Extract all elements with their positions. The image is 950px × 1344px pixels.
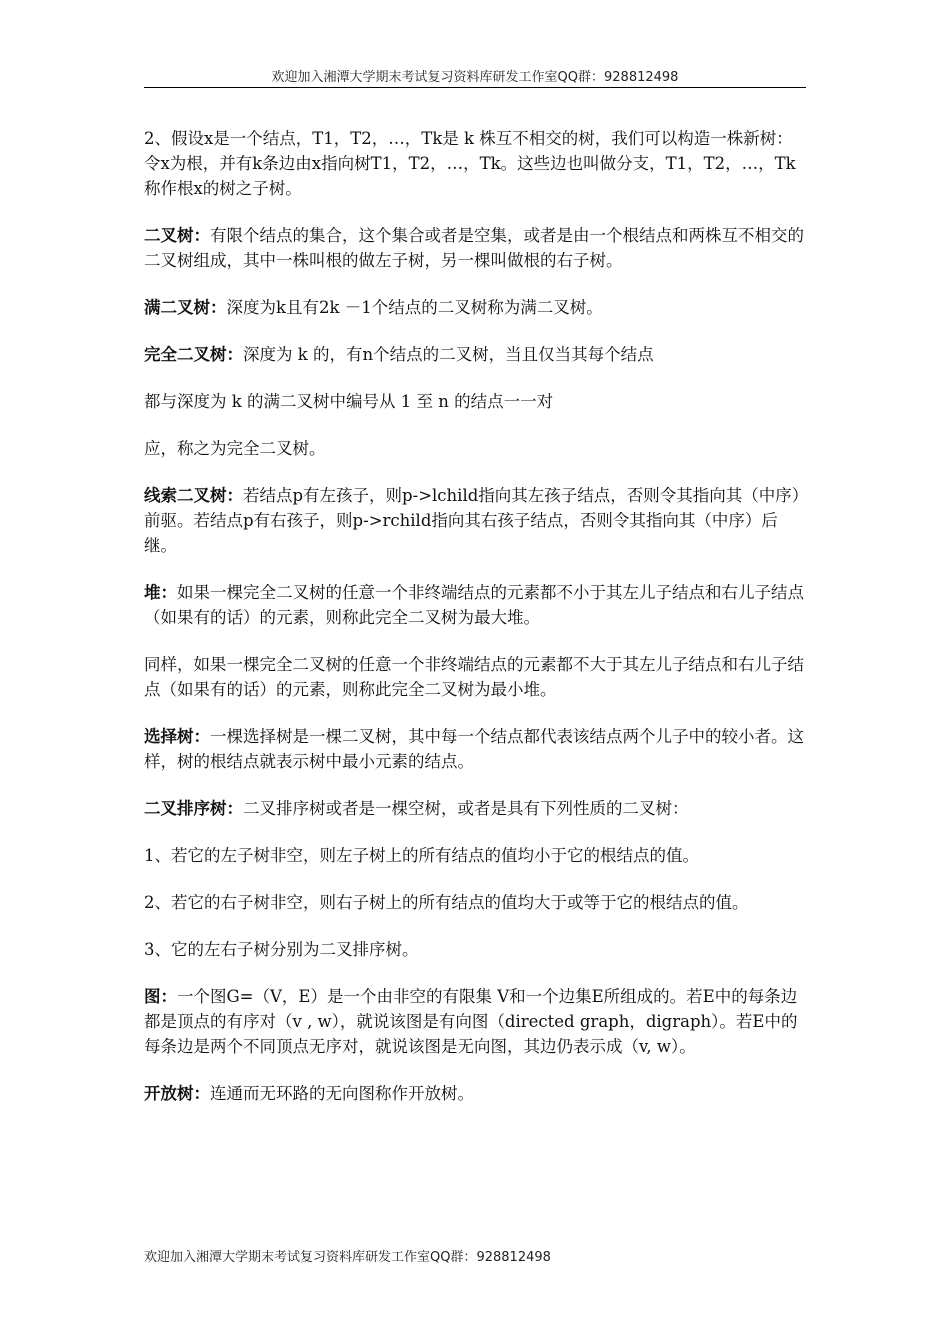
paragraph-binary-tree (144, 223, 808, 273)
paragraph-bst-rule-1 (144, 843, 808, 868)
term-binary-search-tree: 二叉排序树： (144, 799, 243, 818)
paragraph-text: 2、若它的右子树非空，则右子树上的所有结点的值均大于或等于它的根结点的值。 (144, 893, 749, 912)
header-divider (144, 87, 806, 88)
paragraph-complete-binary-tree-2 (144, 389, 808, 414)
paragraph-graph (144, 984, 808, 1059)
paragraph-text: 深度为k且有2k －1个结点的二叉树称为满二叉树。 (226, 298, 603, 317)
paragraph-full-binary-tree (144, 295, 808, 320)
paragraph-text: 3、它的左右子树分别为二叉排序树。 (144, 940, 419, 959)
paragraph-text: 如果一棵完全二叉树的任意一个非终端结点的元素都不小于其左儿子结点和右儿子结点（如果有的话）的元素，则称此完全二叉树为最大堆。 (144, 583, 804, 627)
paragraph-text: 应，称之为完全二叉树。 (144, 439, 326, 458)
paragraph-bst-rule-3 (144, 937, 808, 962)
term-complete-binary-tree: 完全二叉树： (144, 345, 243, 364)
paragraph-complete-binary-tree-1 (144, 342, 808, 367)
page-footer: 欢迎加入湘潭大学期末考试复习资料库研发工作室QQ群：928812498 (144, 1250, 551, 1265)
paragraph-text: 二叉排序树或者是一棵空树，或者是具有下列性质的二叉树： (243, 799, 689, 818)
paragraph-text: 同样，如果一棵完全二叉树的任意一个非终端结点的元素都不大于其左儿子结点和右儿子结点（如果有的话）的元素，则称此完全二叉树为最小堆。 (144, 655, 804, 699)
paragraph-heap-min (144, 652, 808, 702)
paragraph-text: 都与深度为 k 的满二叉树中编号从 1 至 n 的结点一一对 (144, 392, 554, 411)
document-body (144, 126, 808, 1128)
paragraph-text: 连通而无环路的无向图称作开放树。 (210, 1084, 474, 1103)
term-full-binary-tree: 满二叉树： (144, 298, 227, 317)
term-heap: 堆： (144, 583, 177, 602)
paragraph-open-tree (144, 1081, 808, 1106)
paragraph-heap-max (144, 580, 808, 630)
paragraph-binary-search-tree (144, 796, 808, 821)
paragraph-text: 若结点p有左孩子，则p->lchild指向其左孩子结点，否则令其指向其（中序）前驱。若结点p有右孩子，则p->rchild指向其右孩子结点，否则令其指向其（中序）后继。 (144, 486, 801, 555)
paragraph-bst-rule-2 (144, 890, 808, 915)
paragraph-complete-binary-tree-3 (144, 436, 808, 461)
paragraph-text: 2、假设x是一个结点，T1，T2，…，Tk是 k 株互不相交的树，我们可以构造一株新树：令x为根，并有k条边由x指向树T1，T2，…，Tk。这些边也叫做分支，T1，T2，…，Tk称作根x的树之子树。 (144, 129, 796, 198)
paragraph-text: 一个图G=（V，E）是一个由非空的有限集 V和一个边集E所组成的。若E中的每条边都是顶点的有序对（v , w），就说该图是有向图（directed graph，digraph）。若E中的每条边是两个不同顶点无序对，就说该图是无向图，其边仍表示成（v, w）。 (144, 987, 798, 1056)
term-threaded-binary-tree: 线索二叉树： (144, 486, 243, 505)
paragraph-text: 1、若它的左子树非空，则左子树上的所有结点的值均小于它的根结点的值。 (144, 846, 699, 865)
paragraph-text: 有限个结点的集合，这个集合或者是空集，或者是由一个根结点和两株互不相交的二叉树组成，其中一株叫根的做左子树，另一棵叫做根的右子树。 (144, 226, 804, 270)
paragraph-text: 深度为 k 的，有n个结点的二叉树，当且仅当其每个结点 (243, 345, 654, 364)
paragraph-threaded-binary-tree (144, 483, 808, 558)
page-header: 欢迎加入湘潭大学期末考试复习资料库研发工作室QQ群：928812498 (271, 70, 679, 85)
paragraph-text: 一棵选择树是一棵二叉树，其中每一个结点都代表该结点两个儿子中的较小者。这样，树的根结点就表示树中最小元素的结点。 (144, 727, 804, 771)
term-open-tree: 开放树： (144, 1084, 210, 1103)
paragraph-selection-tree (144, 724, 808, 774)
term-selection-tree: 选择树： (144, 727, 210, 746)
term-graph: 图： (144, 987, 177, 1006)
paragraph-subtree-definition (144, 126, 808, 201)
term-binary-tree: 二叉树： (144, 226, 210, 245)
